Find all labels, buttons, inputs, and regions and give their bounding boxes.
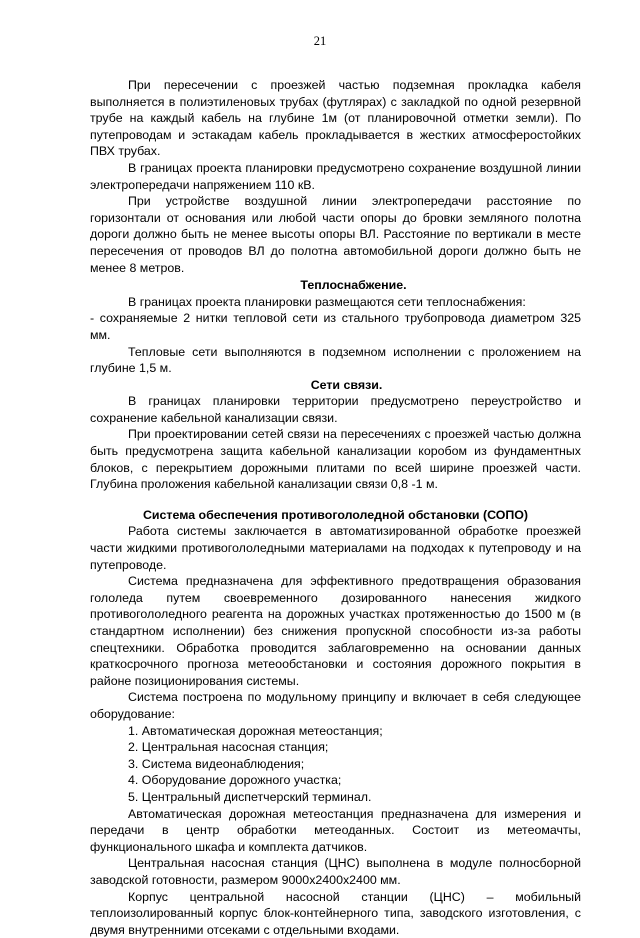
sopo-operation-paragraph: Работа системы заключается в автоматизированной обработке проезжей части жидкими противогололедными материалами на подходах к путепроводу и на путепроводе.: [90, 523, 581, 573]
page-content: [90, 77, 581, 938]
list-item: 1. Автоматическая дорожная метеостанция;: [90, 723, 581, 740]
list-item: 4. Оборудование дорожного участка;: [90, 772, 581, 789]
cable-crossing-paragraph: При пересечении с проезжей частью подземная прокладка кабеля выполняется в полиэтиленовых трубах (футлярах) с закладкой по одной резервной трубе на каждый кабель на глубине 1м (от планировочной отметки земли). По путепроводам и эстакадам кабель прокладывается в жестких атмосферостойких ПВХ трубах.: [90, 77, 581, 160]
list-item: 3. Система видеонаблюдения;: [90, 756, 581, 773]
page-number: 21: [0, 33, 640, 49]
power-line-preservation-paragraph: В границах проекта планировки предусмотрено сохранение воздушной линии электропередачи напряжением 110 кВ.: [90, 160, 581, 193]
pump-station-body-paragraph: Корпус центральной насосной станции (ЦНС) – мобильный теплоизолированный корпус блок-контейнерного типа, заводского изготовления, с двумя внутренними отсеками с отдельными входами.: [90, 889, 581, 938]
heat-pipes-paragraph: - сохраняемые 2 нитки тепловой сети из стального трубопровода диаметром 325 мм.: [90, 310, 581, 343]
weather-station-paragraph: Автоматическая дорожная метеостанция предназначена для измерения и передачи в центр обработки метеоданных. Состоит из метеомачты, функционального шкафа и комплекта датчиков.: [90, 806, 581, 856]
list-item: 5. Центральный диспетчерский терминал.: [90, 789, 581, 806]
heat-supply-heading: Теплоснабжение.: [90, 277, 581, 294]
heat-underground-paragraph: Тепловые сети выполняются в подземном исполнении с проложением на глубине 1,5 м.: [90, 344, 581, 377]
communications-protection-paragraph: При проектировании сетей связи на пересечениях с проезжей частью должна быть предусмотрена защита кабельной канализации коробом из фундаментных блоков, с перекрытием дорожными плитами по всей ширине проезжей части. Глубина проложения кабельной канализации связи 0,8 -1 м.: [90, 426, 581, 492]
pump-station-paragraph: Центральная насосная станция (ЦНС) выполнена в модуле полносборной заводской готовности, размером 9000х2400х2400 мм.: [90, 855, 581, 888]
power-line-distance-paragraph: При устройстве воздушной линии электропередачи расстояние по горизонтали от основания или любой части опоры до бровки земляного полотна дороги должно быть не менее высоты опоры ВЛ. Расстояние по вертикали в месте пересечения от проводов ВЛ до полотна автомобильной дороги должно быть не менее 8 метров.: [90, 193, 581, 276]
sopo-purpose-paragraph: Система предназначена для эффективного предотвращения образования гололеда путем своевременного дозированного нанесения жидкого противогололедного реагента на дорожных участках протяженностью до 1500 м (в стандартном исполнении) без снижения пропускной способности из-за работы спецтехники. Обработка проводится заблаговременно на основании данных краткосрочного прогноза метеообстановки и состояния дорожного покрытия в районе позиционирования системы.: [90, 573, 581, 689]
communications-heading: Сети связи.: [90, 377, 581, 394]
communications-paragraph: В границах планировки территории предусмотрено переустройство и сохранение кабельной канализации связи.: [90, 393, 581, 426]
sopo-modules-paragraph: Система построена по модульному принципу и включает в себя следующее оборудование:: [90, 689, 581, 722]
sopo-heading: Система обеспечения противогололедной обстановки (СОПО): [90, 507, 581, 524]
list-item: 2. Центральная насосная станция;: [90, 739, 581, 756]
heat-supply-paragraph: В границах проекта планировки размещаются сети теплоснабжения:: [90, 294, 581, 311]
